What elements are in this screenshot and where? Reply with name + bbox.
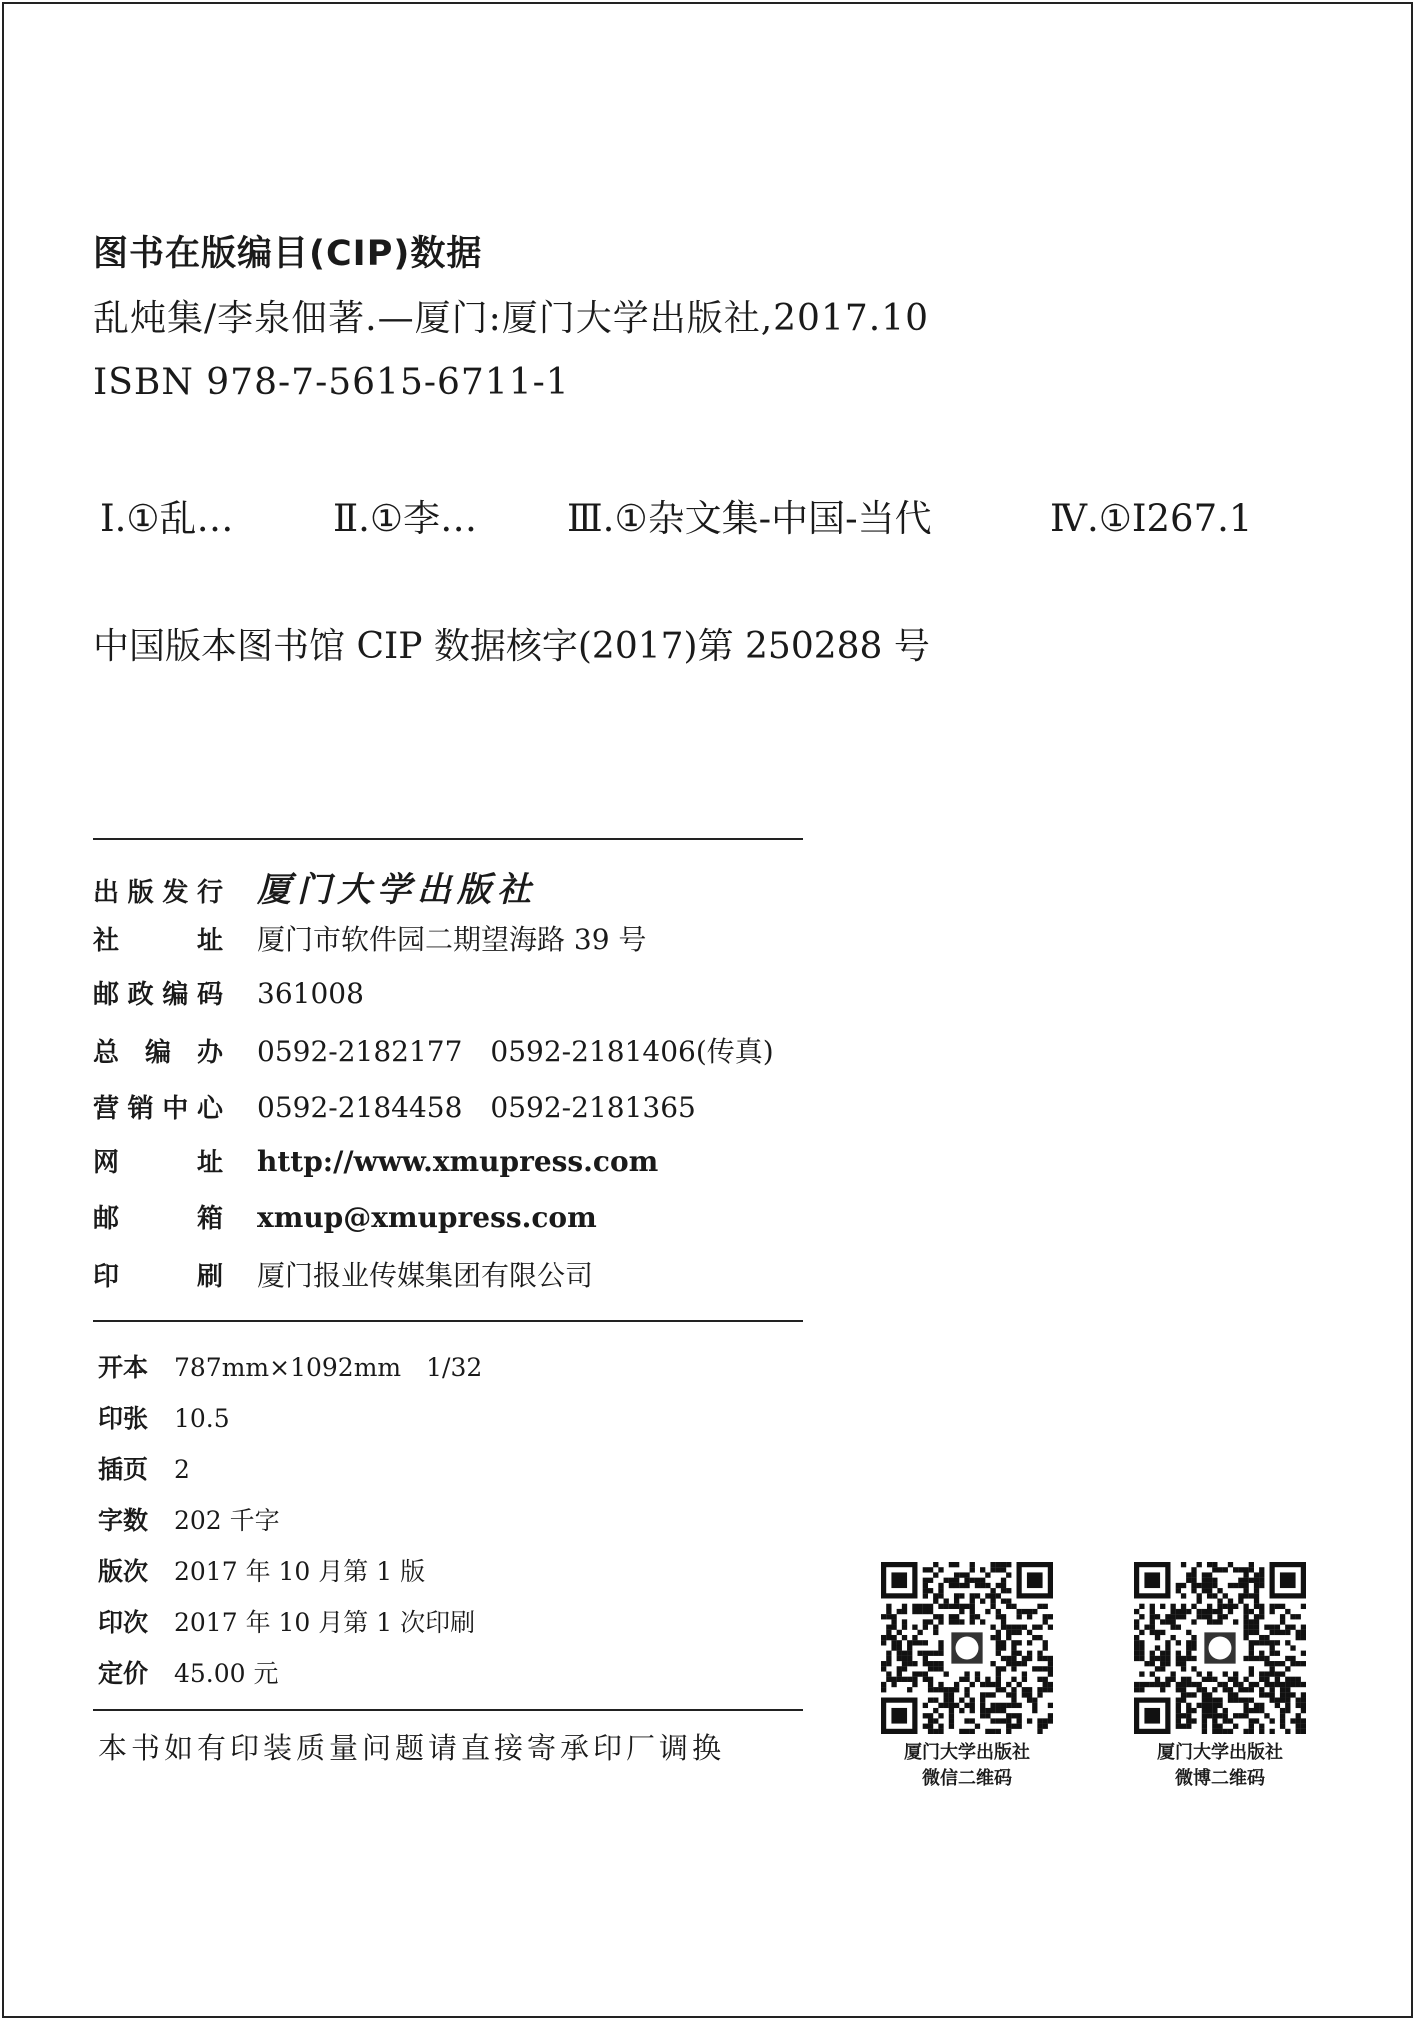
format-value: 787mm×1092mm 1/32	[174, 1353, 483, 1382]
address-row	[93, 918, 774, 974]
printing-value: 2017 年 10 月第 1 次印刷	[174, 1608, 476, 1637]
publisher-info	[93, 862, 774, 1310]
sheets-label: 印张	[98, 1404, 149, 1433]
qr-caption	[1130, 1740, 1310, 1792]
cip-title: 图书在版编目(CIP)数据	[93, 234, 483, 274]
edition-value: 2017 年 10 月第 1 版	[174, 1557, 426, 1586]
website-link[interactable]: http://www.xmupress.com	[257, 1145, 659, 1178]
divider	[93, 1709, 803, 1711]
classification-1: Ⅰ.①乱…	[100, 497, 234, 540]
cip-verification: 中国版本图书馆 CIP 数据核字(2017)第 250288 号	[93, 626, 930, 667]
postcode-label: 邮政编码	[93, 980, 223, 1010]
spec-row	[98, 1552, 482, 1603]
divider	[93, 1320, 803, 1322]
qr-caption-line2: 微信二维码	[922, 1768, 1012, 1789]
wechat-qr-block	[877, 1562, 1057, 1792]
postcode-value: 361008	[257, 977, 364, 1010]
address-value: 厦门市软件园二期望海路 39 号	[257, 923, 647, 956]
qr-caption-line1: 厦门大学出版社	[904, 1742, 1030, 1763]
spec-row	[98, 1450, 482, 1501]
printing-label: 印次	[98, 1608, 149, 1637]
cip-entry: 乱炖集/李泉佃著.—厦门:厦门大学出版社,2017.10	[93, 298, 930, 339]
qr-caption-line1: 厦门大学出版社	[1157, 1742, 1283, 1763]
edition-label: 版次	[98, 1557, 149, 1586]
format-label: 开本	[98, 1353, 149, 1382]
isbn: ISBN 978-7-5615-6711-1	[93, 362, 570, 403]
spec-row	[98, 1348, 482, 1399]
book-specs	[98, 1348, 482, 1705]
printer-value: 厦门报业传媒集团有限公司	[257, 1259, 594, 1292]
inserts-value: 2	[174, 1455, 190, 1484]
price-label: 定价	[98, 1659, 149, 1688]
quality-notice: 本书如有印装质量问题请直接寄承印厂调换	[98, 1731, 726, 1765]
postcode-row	[93, 974, 774, 1030]
editorial-office-row	[93, 1030, 774, 1086]
marketing-row	[93, 1086, 774, 1142]
editorial-office-label: 总 编 办	[93, 1038, 223, 1068]
sheets-value: 10.5	[174, 1404, 230, 1433]
weibo-qr-code-icon[interactable]	[1134, 1562, 1306, 1734]
publisher-row	[93, 862, 774, 918]
marketing-label: 营销中心	[93, 1094, 223, 1124]
address-label: 社 址	[93, 926, 223, 956]
classification-row	[100, 488, 1252, 542]
classification-4: Ⅳ.①I267.1	[1050, 497, 1253, 540]
email-row	[93, 1198, 774, 1254]
wechat-qr-code-icon[interactable]	[881, 1562, 1053, 1734]
printer-row	[93, 1254, 774, 1310]
spec-row	[98, 1501, 482, 1552]
qr-caption-line2: 微博二维码	[1175, 1768, 1265, 1789]
inserts-label: 插页	[98, 1455, 149, 1484]
email-link[interactable]: xmup@xmupress.com	[257, 1201, 597, 1234]
wordcount-label: 字数	[98, 1506, 149, 1535]
editorial-office-value: 0592-2182177 0592-2181406(传真)	[257, 1035, 774, 1068]
email-label: 邮 箱	[93, 1204, 223, 1234]
classification-2: Ⅱ.①李…	[333, 497, 478, 540]
wordcount-value: 202 千字	[174, 1506, 280, 1535]
divider	[93, 838, 803, 840]
spec-row	[98, 1399, 482, 1450]
printer-label: 印 刷	[93, 1262, 223, 1292]
spec-row	[98, 1603, 482, 1654]
spec-row	[98, 1654, 482, 1705]
website-label: 网 址	[93, 1148, 223, 1178]
website-row	[93, 1142, 774, 1198]
publisher-label: 出版发行	[93, 878, 223, 908]
price-value: 45.00 元	[174, 1659, 279, 1688]
qr-caption	[877, 1740, 1057, 1792]
classification-3: Ⅲ.①杂文集-中国-当代	[567, 497, 932, 540]
marketing-value: 0592-2184458 0592-2181365	[257, 1091, 696, 1124]
publisher-logo-text: 厦门大学出版社	[257, 870, 537, 910]
weibo-qr-block	[1130, 1562, 1310, 1792]
